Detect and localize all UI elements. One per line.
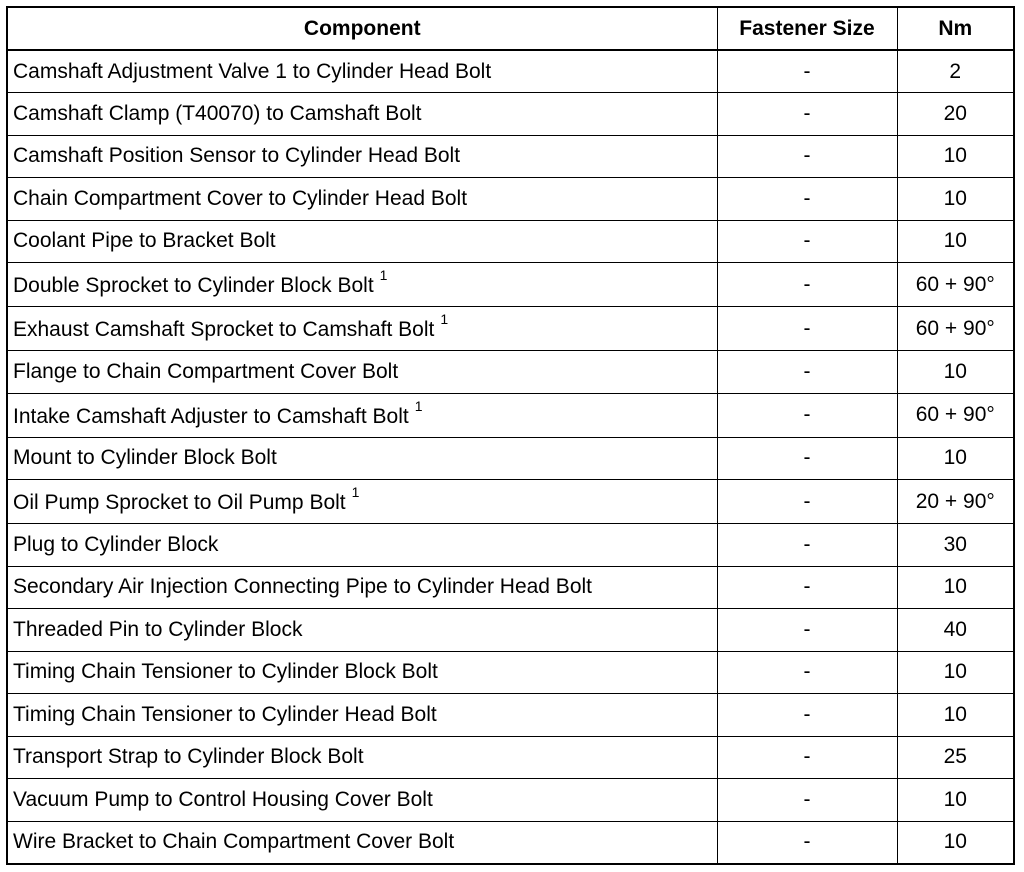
- component-cell: [7, 609, 717, 652]
- footnote-marker: 1: [414, 397, 423, 414]
- component-cell: [7, 651, 717, 694]
- table-row: [7, 93, 1014, 136]
- component-name: Plug to Cylinder Block: [13, 532, 219, 556]
- component-name: Oil Pump Sprocket to Oil Pump Bolt: [13, 491, 346, 514]
- fastener-size-cell: -: [717, 524, 897, 567]
- footnote-marker: 1: [379, 267, 388, 283]
- fastener-size-cell: -: [717, 609, 897, 652]
- component-name: Timing Chain Tensioner to Cylinder Head Bolt: [13, 702, 437, 726]
- torque-nm-cell: 10: [897, 437, 1014, 480]
- footnote-marker: 1: [440, 311, 449, 327]
- table-row: [7, 651, 1014, 694]
- component-name: Wire Bracket to Chain Compartment Cover Bolt: [13, 830, 455, 853]
- fastener-size-cell: -: [717, 480, 897, 524]
- component-name: Camshaft Clamp (T40070) to Camshaft Bolt: [13, 101, 422, 125]
- table-body: [7, 50, 1014, 864]
- table-row: [7, 351, 1014, 394]
- component-name: Camshaft Position Sensor to Cylinder Head Bolt: [13, 144, 461, 168]
- table-row: [7, 821, 1014, 864]
- fastener-size-cell: -: [717, 351, 897, 394]
- component-cell: [7, 821, 717, 864]
- torque-nm-cell: 40: [897, 609, 1014, 652]
- component-cell: [7, 307, 717, 351]
- component-cell: [7, 135, 717, 178]
- component-cell: [7, 736, 717, 779]
- fastener-size-cell: -: [717, 178, 897, 221]
- fastener-size-column-header: Fastener Size: [717, 7, 897, 50]
- fastener-size-cell: -: [717, 135, 897, 178]
- fastener-size-cell: -: [717, 307, 897, 351]
- fastener-size-cell: -: [717, 779, 897, 822]
- table-row: [7, 524, 1014, 567]
- fastener-size-cell: -: [717, 437, 897, 480]
- table-row: [7, 694, 1014, 737]
- table-row: [7, 736, 1014, 779]
- component-cell: [7, 220, 717, 263]
- table-row: [7, 566, 1014, 609]
- component-cell: [7, 351, 717, 394]
- table-row: [7, 393, 1014, 437]
- component-cell: [7, 694, 717, 737]
- component-cell: [7, 263, 717, 307]
- footnote-marker: 1: [351, 484, 360, 500]
- fastener-size-cell: -: [717, 263, 897, 307]
- fastener-size-cell: -: [717, 50, 897, 93]
- torque-nm-cell: 2: [897, 50, 1014, 93]
- component-cell: [7, 437, 717, 480]
- fastener-size-cell: -: [717, 694, 897, 737]
- table-row: [7, 135, 1014, 178]
- component-cell: [7, 93, 717, 136]
- component-name: Transport Strap to Cylinder Block Bolt: [13, 745, 364, 769]
- torque-nm-cell: 25: [897, 736, 1014, 779]
- table-row: [7, 609, 1014, 652]
- fastener-size-cell: -: [717, 393, 897, 437]
- component-cell: [7, 480, 717, 524]
- fastener-size-cell: -: [717, 821, 897, 864]
- torque-nm-cell: 60 + 90°: [897, 263, 1014, 307]
- torque-nm-cell: 30: [897, 524, 1014, 567]
- table-row: [7, 480, 1014, 524]
- component-cell: [7, 50, 717, 93]
- component-name: Intake Camshaft Adjuster to Camshaft Bolt: [13, 404, 409, 428]
- component-name: Secondary Air Injection Connecting Pipe to Cylinder Head Bolt: [13, 575, 592, 599]
- table-row: [7, 50, 1014, 93]
- fastener-size-cell: -: [717, 651, 897, 694]
- component-name: Chain Compartment Cover to Cylinder Head Bolt: [13, 186, 468, 210]
- component-name: Flange to Chain Compartment Cover Bolt: [13, 359, 399, 383]
- fastener-size-cell: -: [717, 736, 897, 779]
- component-cell: [7, 779, 717, 822]
- fastener-size-cell: -: [717, 566, 897, 609]
- header-row: [7, 7, 1014, 50]
- component-name: Coolant Pipe to Bracket Bolt: [13, 229, 276, 253]
- component-column-header: Component: [7, 7, 717, 50]
- component-cell: [7, 178, 717, 221]
- fastener-size-cell: -: [717, 220, 897, 263]
- component-name: Timing Chain Tensioner to Cylinder Block Bolt: [13, 660, 438, 684]
- torque-nm-cell: 10: [897, 694, 1014, 737]
- torque-nm-cell: 10: [897, 135, 1014, 178]
- torque-nm-cell: 10: [897, 821, 1014, 864]
- torque-nm-cell: 10: [897, 178, 1014, 221]
- torque-specification-table: [6, 6, 1015, 865]
- component-cell: [7, 566, 717, 609]
- component-cell: [7, 393, 717, 437]
- fastener-size-cell: -: [717, 93, 897, 136]
- torque-nm-cell: 10: [897, 566, 1014, 609]
- torque-nm-cell: 20: [897, 93, 1014, 136]
- torque-nm-cell: 60 + 90°: [897, 307, 1014, 351]
- component-name: Exhaust Camshaft Sprocket to Camshaft Bolt: [13, 318, 435, 341]
- table-row: [7, 178, 1014, 221]
- torque-nm-cell: 10: [897, 220, 1014, 263]
- torque-nm-cell: 20 + 90°: [897, 480, 1014, 524]
- component-name: Vacuum Pump to Control Housing Cover Bolt: [13, 787, 433, 811]
- component-cell: [7, 524, 717, 567]
- component-name: Camshaft Adjustment Valve 1 to Cylinder Head Bolt: [13, 59, 492, 83]
- nm-column-header: Nm: [897, 7, 1014, 50]
- component-name: Mount to Cylinder Block Bolt: [13, 446, 277, 470]
- component-name: Double Sprocket to Cylinder Block Bolt: [13, 274, 374, 297]
- table-row: [7, 263, 1014, 307]
- table-row: [7, 220, 1014, 263]
- table-row: [7, 779, 1014, 822]
- table-row: [7, 307, 1014, 351]
- torque-nm-cell: 10: [897, 651, 1014, 694]
- component-name: Threaded Pin to Cylinder Block: [13, 617, 303, 641]
- torque-nm-cell: 10: [897, 351, 1014, 394]
- table-row: [7, 437, 1014, 480]
- torque-nm-cell: 60 + 90°: [897, 393, 1014, 437]
- table-header: [7, 7, 1014, 50]
- torque-nm-cell: 10: [897, 779, 1014, 822]
